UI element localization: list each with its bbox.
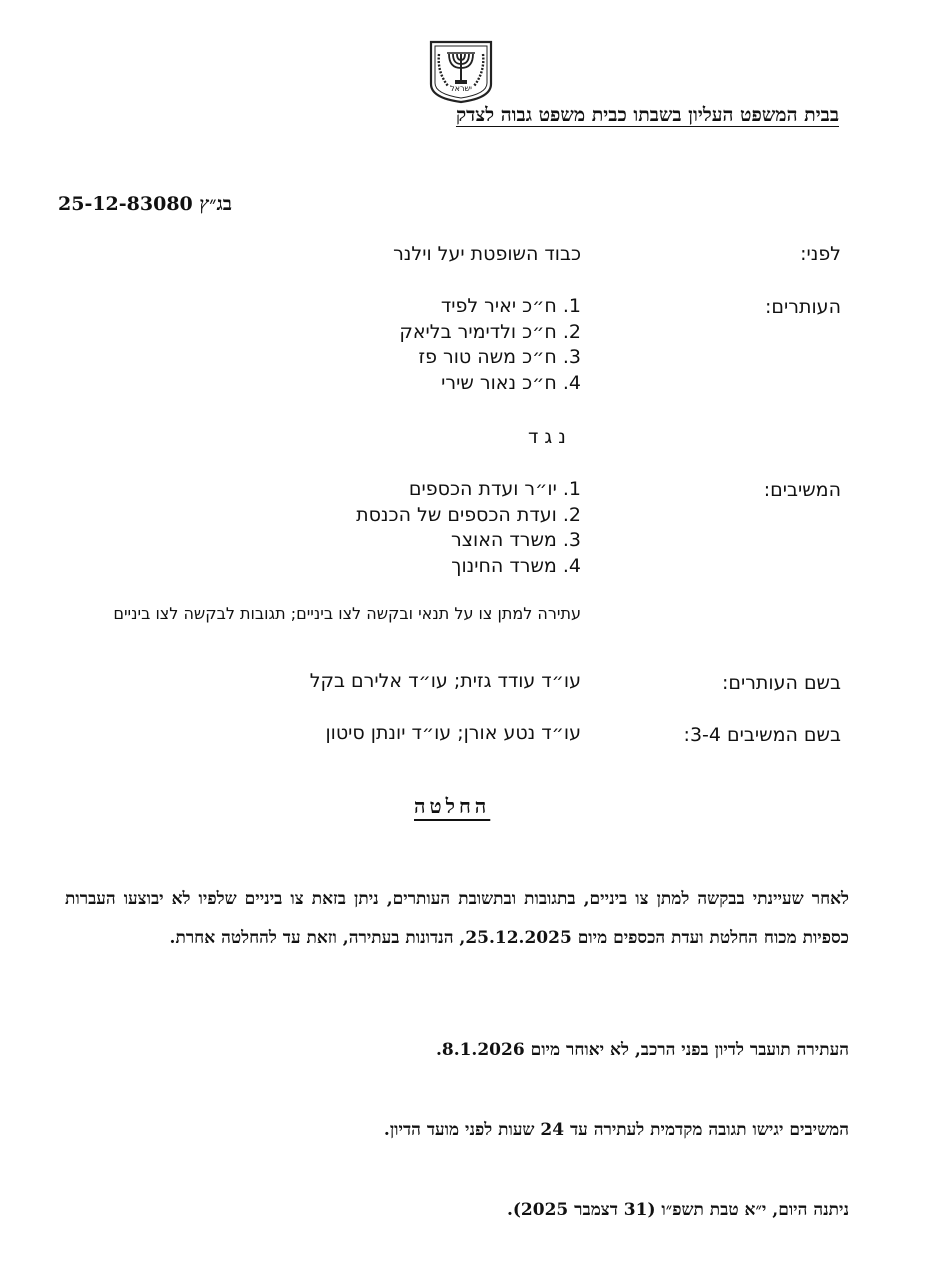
petitioners-list xyxy=(399,294,581,396)
petitioners-label: העותרים: xyxy=(765,296,841,318)
decision-paragraph: המשיבים יגישו תגובה מקדמית לעתירה עד 24 שעות לפני מועד הדיון. xyxy=(383,1120,849,1140)
respondents-list xyxy=(356,477,581,579)
respondent-item: 4. משרד החינוך xyxy=(451,554,581,577)
court-title: בבית המשפט העליון בשבתו כבית משפט גבוה לצדק xyxy=(455,104,839,126)
versus-label: נגד xyxy=(528,426,572,448)
state-emblem xyxy=(428,40,494,104)
petition-description: עתירה למתן צו על תנאי ובקשה לצו ביניים; תגובות לבקשה לצו ביניים xyxy=(113,604,581,623)
petitioner-item: 1. ח״כ יאיר לפיד xyxy=(440,295,581,317)
counsel-petitioners-label: בשם העותרים: xyxy=(721,672,841,694)
decision-title: החלטה xyxy=(414,794,491,818)
judge-name: כבוד השופטת יעל וילנר xyxy=(393,243,581,265)
decision-paragraph: ניתנה היום, י״א טבת תשפ״ו (31 דצמבר 2025). xyxy=(506,1200,849,1220)
decision-paragraph: לאחר שעיינתי בבקשה למתן צו ביניים, בתגובות ובתשובת העותרים, ניתן בזאת צו ביניים שלפיו לא יבוצעו העברות כספיות מכוח החלטת ועדת הכספים מיום 25.12.2025, הנדונות בעתירה, וזאת עד להחלטה אחרת. xyxy=(65,889,849,948)
respondents-label: המשיבים: xyxy=(763,479,841,501)
respondent-item: 1. יו״ר ועדת הכספים xyxy=(408,478,581,500)
case-number: בג״ץ 25-12-83080 xyxy=(58,193,232,215)
before-label: לפני: xyxy=(800,243,841,265)
counsel-respondents-label: בשם המשיבים 3-4: xyxy=(683,724,841,746)
decision-paragraph: העתירה תועבר לדיון בפני הרכב, לא יאוחר מיום 8.1.2026. xyxy=(435,1040,849,1060)
menorah-emblem-icon xyxy=(428,40,494,104)
counsel-petitioners-names: עו״ד עודד גזית; עו״ד אלירם בקל xyxy=(309,670,581,692)
petitioner-item: 2. ח״כ ולדימיר בליאק xyxy=(399,320,581,343)
emblem-text: ישראל xyxy=(450,84,472,93)
petitioner-item: 3. ח״כ משה טור פז xyxy=(418,346,581,368)
petitioner-item: 4. ח״כ נאור שירי xyxy=(441,371,581,394)
counsel-respondents-names: עו״ד נטע אורן; עו״ד יונתן סיטון xyxy=(325,722,581,744)
respondent-item: 3. משרד האוצר xyxy=(451,529,581,551)
respondent-item: 2. ועדת הכספים של הכנסת xyxy=(356,503,581,526)
